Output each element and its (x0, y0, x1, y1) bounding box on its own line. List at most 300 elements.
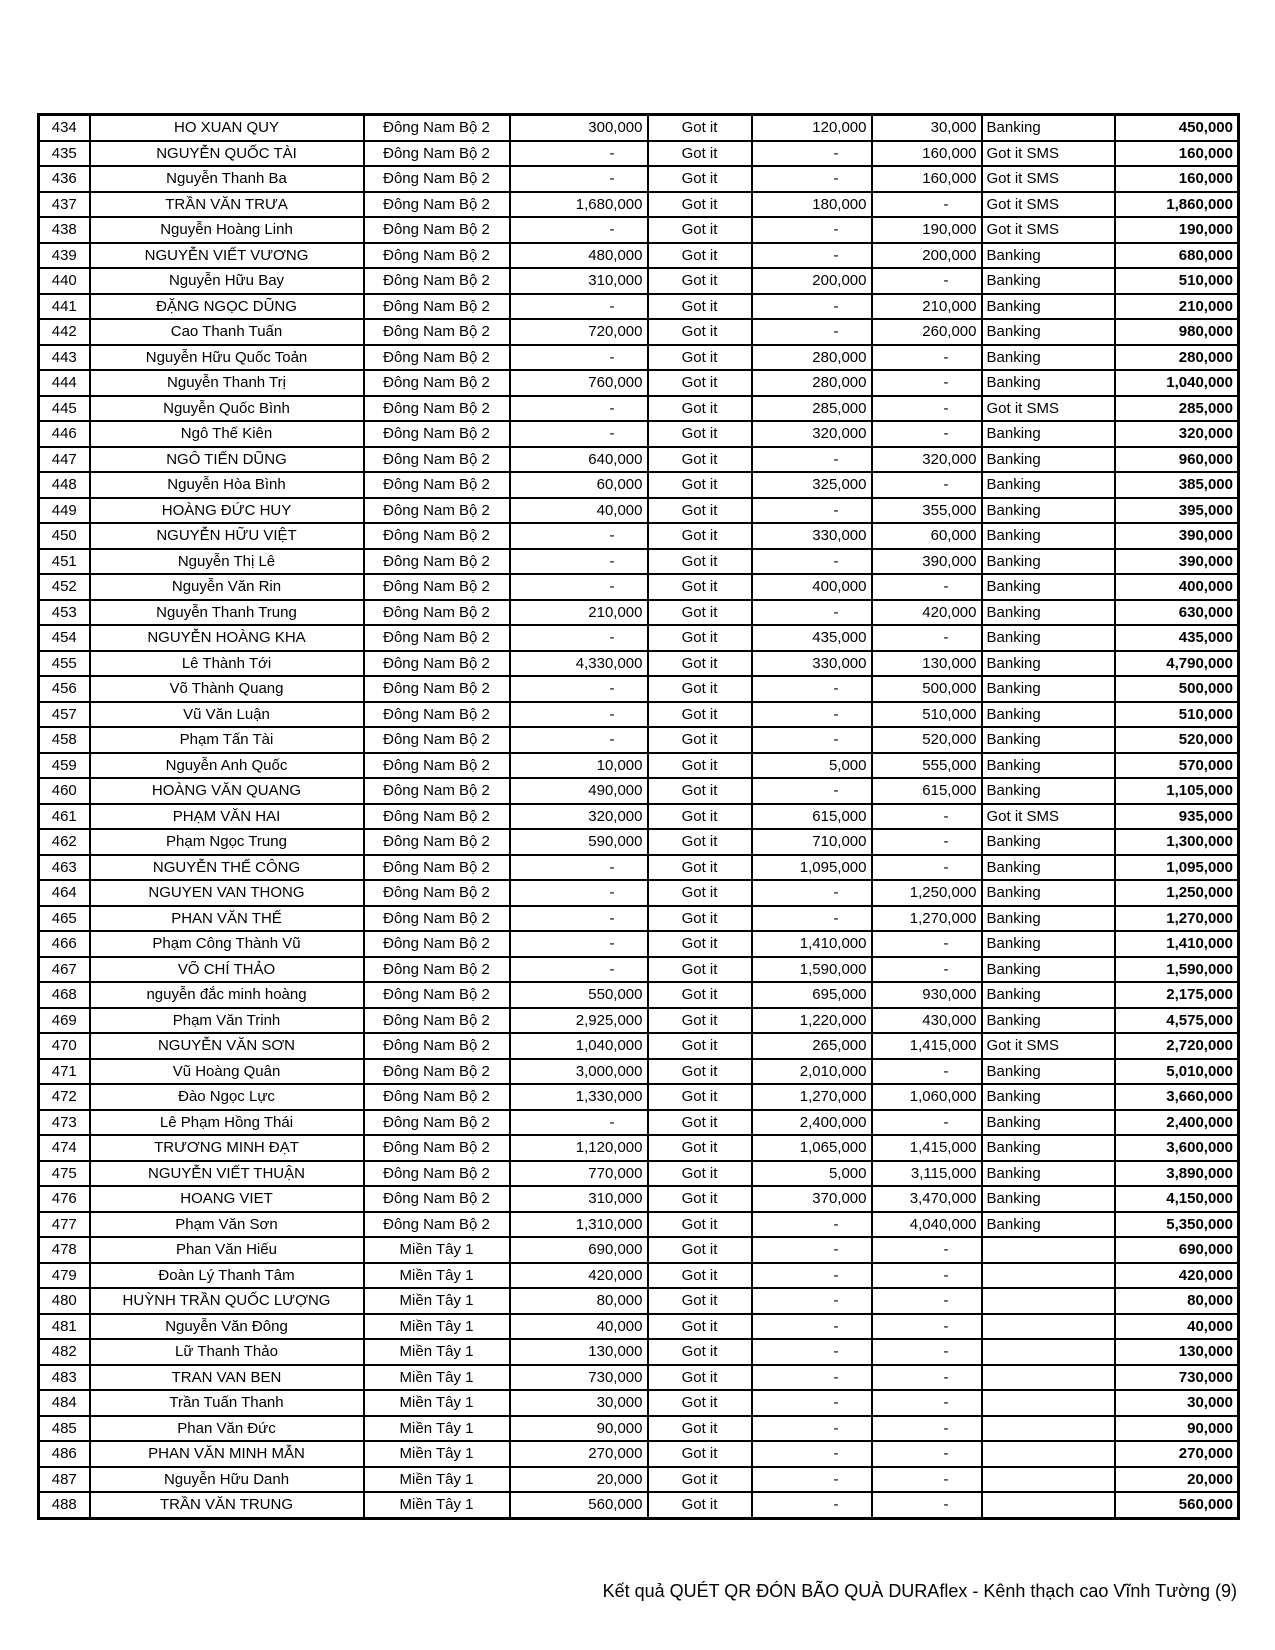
amount-3-cell: - (872, 957, 982, 983)
payment-method-cell: Banking (982, 115, 1115, 141)
total-amount-cell: 390,000 (1115, 549, 1239, 575)
name-cell: Vũ Hoàng Quân (90, 1059, 364, 1085)
status-cell: Got it (648, 1161, 752, 1187)
row-number-cell: 480 (39, 1288, 90, 1314)
region-cell: Đông Nam Bộ 2 (364, 498, 510, 524)
amount-3-cell: 260,000 (872, 319, 982, 345)
name-cell: PHAN VĂN THẾ (90, 906, 364, 932)
amount-1-cell: 1,040,000 (510, 1033, 648, 1059)
row-number-cell: 468 (39, 982, 90, 1008)
amount-2-cell: - (752, 217, 872, 243)
region-cell: Đông Nam Bộ 2 (364, 906, 510, 932)
status-cell: Got it (648, 1492, 752, 1518)
amount-1-cell: 310,000 (510, 1186, 648, 1212)
total-amount-cell: 2,175,000 (1115, 982, 1239, 1008)
total-amount-cell: 90,000 (1115, 1416, 1239, 1442)
payment-method-cell: Banking (982, 625, 1115, 651)
amount-2-cell: 710,000 (752, 829, 872, 855)
amount-3-cell: 1,250,000 (872, 880, 982, 906)
table-row (39, 1339, 1239, 1365)
amount-3-cell: 355,000 (872, 498, 982, 524)
amount-1-cell: 760,000 (510, 370, 648, 396)
total-amount-cell: 3,890,000 (1115, 1161, 1239, 1187)
row-number-cell: 471 (39, 1059, 90, 1085)
amount-2-cell: - (752, 1263, 872, 1289)
table-row (39, 166, 1239, 192)
amount-3-cell: - (872, 370, 982, 396)
region-cell: Miền Tây 1 (364, 1365, 510, 1391)
amount-1-cell: - (510, 676, 648, 702)
name-cell: Phan Văn Hiếu (90, 1237, 364, 1263)
table-row (39, 447, 1239, 473)
amount-2-cell: 200,000 (752, 268, 872, 294)
table-row (39, 727, 1239, 753)
payment-method-cell: Got it SMS (982, 217, 1115, 243)
total-amount-cell: 30,000 (1115, 1390, 1239, 1416)
amount-3-cell: 210,000 (872, 294, 982, 320)
total-amount-cell: 570,000 (1115, 753, 1239, 779)
row-number-cell: 441 (39, 294, 90, 320)
row-number-cell: 477 (39, 1212, 90, 1238)
payment-method-cell: Banking (982, 829, 1115, 855)
amount-3-cell: - (872, 1339, 982, 1365)
amount-2-cell: 280,000 (752, 370, 872, 396)
amount-2-cell: - (752, 447, 872, 473)
payment-method-cell: Banking (982, 523, 1115, 549)
payment-method-cell (982, 1288, 1115, 1314)
amount-3-cell: - (872, 855, 982, 881)
row-number-cell: 437 (39, 192, 90, 218)
payment-method-cell: Banking (982, 957, 1115, 983)
region-cell: Đông Nam Bộ 2 (364, 1059, 510, 1085)
payment-method-cell: Got it SMS (982, 141, 1115, 167)
amount-2-cell: 615,000 (752, 804, 872, 830)
status-cell: Got it (648, 982, 752, 1008)
amount-2-cell: 1,410,000 (752, 931, 872, 957)
total-amount-cell: 160,000 (1115, 166, 1239, 192)
payment-method-cell: Banking (982, 421, 1115, 447)
status-cell: Got it (648, 829, 752, 855)
row-number-cell: 455 (39, 651, 90, 677)
name-cell: Võ Thành Quang (90, 676, 364, 702)
region-cell: Miền Tây 1 (364, 1441, 510, 1467)
amount-3-cell: 510,000 (872, 702, 982, 728)
amount-1-cell: 640,000 (510, 447, 648, 473)
name-cell: Phạm Văn Sơn (90, 1212, 364, 1238)
amount-3-cell: 1,415,000 (872, 1033, 982, 1059)
status-cell: Got it (648, 498, 752, 524)
table-row (39, 1390, 1239, 1416)
amount-1-cell: 130,000 (510, 1339, 648, 1365)
amount-3-cell: - (872, 1237, 982, 1263)
name-cell: Trần Tuấn Thanh (90, 1390, 364, 1416)
amount-1-cell: 30,000 (510, 1390, 648, 1416)
name-cell: Nguyễn Văn Rin (90, 574, 364, 600)
status-cell: Got it (648, 370, 752, 396)
region-cell: Miền Tây 1 (364, 1314, 510, 1340)
table-row (39, 702, 1239, 728)
status-cell: Got it (648, 345, 752, 371)
total-amount-cell: 3,600,000 (1115, 1135, 1239, 1161)
status-cell: Got it (648, 523, 752, 549)
region-cell: Đông Nam Bộ 2 (364, 1186, 510, 1212)
amount-1-cell: 10,000 (510, 753, 648, 779)
amount-1-cell: 550,000 (510, 982, 648, 1008)
row-number-cell: 438 (39, 217, 90, 243)
name-cell: NGUYỄN VĂN SƠN (90, 1033, 364, 1059)
amount-2-cell: - (752, 243, 872, 269)
amount-3-cell: - (872, 1288, 982, 1314)
status-cell: Got it (648, 778, 752, 804)
region-cell: Đông Nam Bộ 2 (364, 727, 510, 753)
total-amount-cell: 980,000 (1115, 319, 1239, 345)
name-cell: Nguyễn Hữu Danh (90, 1467, 364, 1493)
name-cell: Nguyễn Văn Đông (90, 1314, 364, 1340)
name-cell: VÕ CHÍ THẢO (90, 957, 364, 983)
table-row (39, 1084, 1239, 1110)
row-number-cell: 466 (39, 931, 90, 957)
row-number-cell: 486 (39, 1441, 90, 1467)
amount-3-cell: 160,000 (872, 141, 982, 167)
payment-method-cell: Banking (982, 345, 1115, 371)
amount-2-cell: - (752, 1492, 872, 1518)
amount-1-cell: - (510, 345, 648, 371)
total-amount-cell: 130,000 (1115, 1339, 1239, 1365)
amount-2-cell: - (752, 778, 872, 804)
amount-3-cell: 160,000 (872, 166, 982, 192)
payment-method-cell: Banking (982, 600, 1115, 626)
amount-3-cell: 320,000 (872, 447, 982, 473)
results-table (37, 113, 1240, 1520)
status-cell: Got it (648, 268, 752, 294)
name-cell: Cao Thanh Tuấn (90, 319, 364, 345)
name-cell: Nguyễn Thị Lê (90, 549, 364, 575)
amount-1-cell: 420,000 (510, 1263, 648, 1289)
table-row (39, 1212, 1239, 1238)
amount-3-cell: 1,060,000 (872, 1084, 982, 1110)
amount-1-cell: 40,000 (510, 498, 648, 524)
total-amount-cell: 270,000 (1115, 1441, 1239, 1467)
amount-2-cell: - (752, 166, 872, 192)
total-amount-cell: 1,410,000 (1115, 931, 1239, 957)
payment-method-cell: Banking (982, 1186, 1115, 1212)
payment-method-cell: Got it SMS (982, 396, 1115, 422)
region-cell: Đông Nam Bộ 2 (364, 319, 510, 345)
amount-2-cell: - (752, 880, 872, 906)
region-cell: Đông Nam Bộ 2 (364, 600, 510, 626)
amount-3-cell: 930,000 (872, 982, 982, 1008)
row-number-cell: 485 (39, 1416, 90, 1442)
row-number-cell: 475 (39, 1161, 90, 1187)
region-cell: Đông Nam Bộ 2 (364, 243, 510, 269)
name-cell: NGUYEN VAN THONG (90, 880, 364, 906)
payment-method-cell: Got it SMS (982, 1033, 1115, 1059)
status-cell: Got it (648, 294, 752, 320)
row-number-cell: 445 (39, 396, 90, 422)
amount-3-cell: - (872, 1365, 982, 1391)
status-cell: Got it (648, 1237, 752, 1263)
total-amount-cell: 960,000 (1115, 447, 1239, 473)
name-cell: Nguyễn Hữu Quốc Toản (90, 345, 364, 371)
name-cell: HOÀNG ĐỨC HUY (90, 498, 364, 524)
name-cell: TRAN VAN BEN (90, 1365, 364, 1391)
table-row (39, 472, 1239, 498)
name-cell: HOANG VIET (90, 1186, 364, 1212)
amount-2-cell: 1,220,000 (752, 1008, 872, 1034)
region-cell: Đông Nam Bộ 2 (364, 982, 510, 1008)
amount-2-cell: 285,000 (752, 396, 872, 422)
status-cell: Got it (648, 957, 752, 983)
region-cell: Đông Nam Bộ 2 (364, 1161, 510, 1187)
status-cell: Got it (648, 1084, 752, 1110)
payment-method-cell: Banking (982, 574, 1115, 600)
total-amount-cell: 520,000 (1115, 727, 1239, 753)
amount-1-cell: 80,000 (510, 1288, 648, 1314)
total-amount-cell: 1,270,000 (1115, 906, 1239, 932)
status-cell: Got it (648, 1135, 752, 1161)
name-cell: NGUYỄN HOÀNG KHA (90, 625, 364, 651)
region-cell: Đông Nam Bộ 2 (364, 931, 510, 957)
total-amount-cell: 4,150,000 (1115, 1186, 1239, 1212)
amount-2-cell: 5,000 (752, 753, 872, 779)
name-cell: NGÔ TIẾN DŨNG (90, 447, 364, 473)
amount-1-cell: 1,120,000 (510, 1135, 648, 1161)
row-number-cell: 459 (39, 753, 90, 779)
row-number-cell: 434 (39, 115, 90, 141)
row-number-cell: 446 (39, 421, 90, 447)
name-cell: Đào Ngọc Lực (90, 1084, 364, 1110)
status-cell: Got it (648, 141, 752, 167)
amount-3-cell: 30,000 (872, 115, 982, 141)
amount-3-cell: 390,000 (872, 549, 982, 575)
name-cell: HUỲNH TRẦN QUỐC LƯỢNG (90, 1288, 364, 1314)
row-number-cell: 449 (39, 498, 90, 524)
amount-3-cell: 555,000 (872, 753, 982, 779)
amount-2-cell: - (752, 549, 872, 575)
payment-method-cell: Banking (982, 1110, 1115, 1136)
total-amount-cell: 1,250,000 (1115, 880, 1239, 906)
status-cell: Got it (648, 855, 752, 881)
region-cell: Đông Nam Bộ 2 (364, 523, 510, 549)
region-cell: Đông Nam Bộ 2 (364, 192, 510, 218)
table-row (39, 778, 1239, 804)
status-cell: Got it (648, 1110, 752, 1136)
amount-2-cell: 320,000 (752, 421, 872, 447)
total-amount-cell: 2,720,000 (1115, 1033, 1239, 1059)
row-number-cell: 461 (39, 804, 90, 830)
payment-method-cell: Banking (982, 676, 1115, 702)
amount-1-cell: 3,000,000 (510, 1059, 648, 1085)
total-amount-cell: 80,000 (1115, 1288, 1239, 1314)
row-number-cell: 450 (39, 523, 90, 549)
amount-1-cell: - (510, 906, 648, 932)
status-cell: Got it (648, 702, 752, 728)
table-row (39, 294, 1239, 320)
row-number-cell: 457 (39, 702, 90, 728)
amount-2-cell: 180,000 (752, 192, 872, 218)
row-number-cell: 476 (39, 1186, 90, 1212)
status-cell: Got it (648, 243, 752, 269)
region-cell: Đông Nam Bộ 2 (364, 1084, 510, 1110)
row-number-cell: 467 (39, 957, 90, 983)
status-cell: Got it (648, 1467, 752, 1493)
amount-1-cell: 40,000 (510, 1314, 648, 1340)
region-cell: Đông Nam Bộ 2 (364, 166, 510, 192)
status-cell: Got it (648, 1288, 752, 1314)
amount-1-cell: 4,330,000 (510, 651, 648, 677)
status-cell: Got it (648, 1390, 752, 1416)
total-amount-cell: 450,000 (1115, 115, 1239, 141)
table-row (39, 676, 1239, 702)
table-row (39, 421, 1239, 447)
table-row (39, 345, 1239, 371)
amount-1-cell: 560,000 (510, 1492, 648, 1518)
row-number-cell: 440 (39, 268, 90, 294)
amount-2-cell: 330,000 (752, 523, 872, 549)
status-cell: Got it (648, 625, 752, 651)
total-amount-cell: 385,000 (1115, 472, 1239, 498)
name-cell: PHAN VĂN MINH MẪN (90, 1441, 364, 1467)
table-row (39, 931, 1239, 957)
amount-1-cell: - (510, 141, 648, 167)
amount-1-cell: 730,000 (510, 1365, 648, 1391)
amount-2-cell: - (752, 319, 872, 345)
amount-1-cell: 490,000 (510, 778, 648, 804)
status-cell: Got it (648, 396, 752, 422)
row-number-cell: 488 (39, 1492, 90, 1518)
payment-method-cell: Banking (982, 778, 1115, 804)
amount-2-cell: - (752, 1212, 872, 1238)
amount-2-cell: - (752, 1237, 872, 1263)
amount-3-cell: 430,000 (872, 1008, 982, 1034)
status-cell: Got it (648, 166, 752, 192)
payment-method-cell: Banking (982, 753, 1115, 779)
table-row (39, 880, 1239, 906)
payment-method-cell (982, 1441, 1115, 1467)
status-cell: Got it (648, 1212, 752, 1238)
name-cell: HOÀNG VĂN QUANG (90, 778, 364, 804)
row-number-cell: 452 (39, 574, 90, 600)
name-cell: Lê Thành Tới (90, 651, 364, 677)
amount-2-cell: 1,095,000 (752, 855, 872, 881)
name-cell: nguyễn đắc minh hoàng (90, 982, 364, 1008)
table-row (39, 523, 1239, 549)
region-cell: Đông Nam Bộ 2 (364, 1212, 510, 1238)
table-row (39, 804, 1239, 830)
amount-3-cell: - (872, 1110, 982, 1136)
name-cell: Nguyễn Quốc Bình (90, 396, 364, 422)
status-cell: Got it (648, 727, 752, 753)
region-cell: Đông Nam Bộ 2 (364, 345, 510, 371)
amount-3-cell: 420,000 (872, 600, 982, 626)
amount-3-cell: 1,415,000 (872, 1135, 982, 1161)
amount-1-cell: 1,680,000 (510, 192, 648, 218)
name-cell: Vũ Văn Luận (90, 702, 364, 728)
total-amount-cell: 630,000 (1115, 600, 1239, 626)
row-number-cell: 447 (39, 447, 90, 473)
table-row (39, 549, 1239, 575)
payment-method-cell: Got it SMS (982, 804, 1115, 830)
payment-method-cell: Banking (982, 855, 1115, 881)
amount-1-cell: - (510, 549, 648, 575)
region-cell: Đông Nam Bộ 2 (364, 1135, 510, 1161)
row-number-cell: 458 (39, 727, 90, 753)
name-cell: ĐẶNG NGỌC DŨNG (90, 294, 364, 320)
amount-1-cell: - (510, 574, 648, 600)
status-cell: Got it (648, 472, 752, 498)
amount-1-cell: - (510, 957, 648, 983)
region-cell: Đông Nam Bộ 2 (364, 294, 510, 320)
amount-3-cell: - (872, 931, 982, 957)
region-cell: Đông Nam Bộ 2 (364, 268, 510, 294)
amount-2-cell: 280,000 (752, 345, 872, 371)
region-cell: Đông Nam Bộ 2 (364, 702, 510, 728)
payment-method-cell: Banking (982, 727, 1115, 753)
amount-1-cell: 270,000 (510, 1441, 648, 1467)
amount-2-cell: 435,000 (752, 625, 872, 651)
amount-3-cell: 130,000 (872, 651, 982, 677)
status-cell: Got it (648, 1059, 752, 1085)
amount-2-cell: - (752, 1339, 872, 1365)
status-cell: Got it (648, 931, 752, 957)
total-amount-cell: 1,040,000 (1115, 370, 1239, 396)
amount-1-cell: 90,000 (510, 1416, 648, 1442)
payment-method-cell (982, 1365, 1115, 1391)
region-cell: Đông Nam Bộ 2 (364, 549, 510, 575)
total-amount-cell: 5,010,000 (1115, 1059, 1239, 1085)
name-cell: Nguyễn Thanh Ba (90, 166, 364, 192)
amount-2-cell: - (752, 1441, 872, 1467)
row-number-cell: 454 (39, 625, 90, 651)
name-cell: PHẠM VĂN HAI (90, 804, 364, 830)
table-row (39, 1492, 1239, 1518)
amount-2-cell: 1,590,000 (752, 957, 872, 983)
payment-method-cell: Banking (982, 1008, 1115, 1034)
page-footer-title: Kết quả QUÉT QR ĐÓN BÃO QUÀ DURAflex - Kênh thạch cao Vĩnh Tường (9) (602, 1581, 1237, 1601)
name-cell: TRƯƠNG MINH ĐẠT (90, 1135, 364, 1161)
table-row (39, 1186, 1239, 1212)
table-row (39, 1441, 1239, 1467)
status-cell: Got it (648, 1416, 752, 1442)
amount-2-cell: - (752, 294, 872, 320)
amount-1-cell: - (510, 702, 648, 728)
table-row (39, 957, 1239, 983)
table-row (39, 600, 1239, 626)
table-row (39, 1365, 1239, 1391)
amount-1-cell: - (510, 727, 648, 753)
region-cell: Đông Nam Bộ 2 (364, 778, 510, 804)
total-amount-cell: 1,095,000 (1115, 855, 1239, 881)
amount-2-cell: - (752, 600, 872, 626)
payment-method-cell: Banking (982, 294, 1115, 320)
status-cell: Got it (648, 192, 752, 218)
amount-2-cell: - (752, 1365, 872, 1391)
name-cell: Phan Văn Đức (90, 1416, 364, 1442)
amount-2-cell: 1,065,000 (752, 1135, 872, 1161)
name-cell: NGUYỄN QUỐC TÀI (90, 141, 364, 167)
amount-1-cell: - (510, 1110, 648, 1136)
row-number-cell: 474 (39, 1135, 90, 1161)
row-number-cell: 453 (39, 600, 90, 626)
total-amount-cell: 1,590,000 (1115, 957, 1239, 983)
amount-3-cell: 4,040,000 (872, 1212, 982, 1238)
table-row (39, 1008, 1239, 1034)
payment-method-cell: Banking (982, 1059, 1115, 1085)
total-amount-cell: 1,300,000 (1115, 829, 1239, 855)
amount-3-cell: - (872, 1441, 982, 1467)
payment-method-cell (982, 1339, 1115, 1365)
table-row (39, 1263, 1239, 1289)
